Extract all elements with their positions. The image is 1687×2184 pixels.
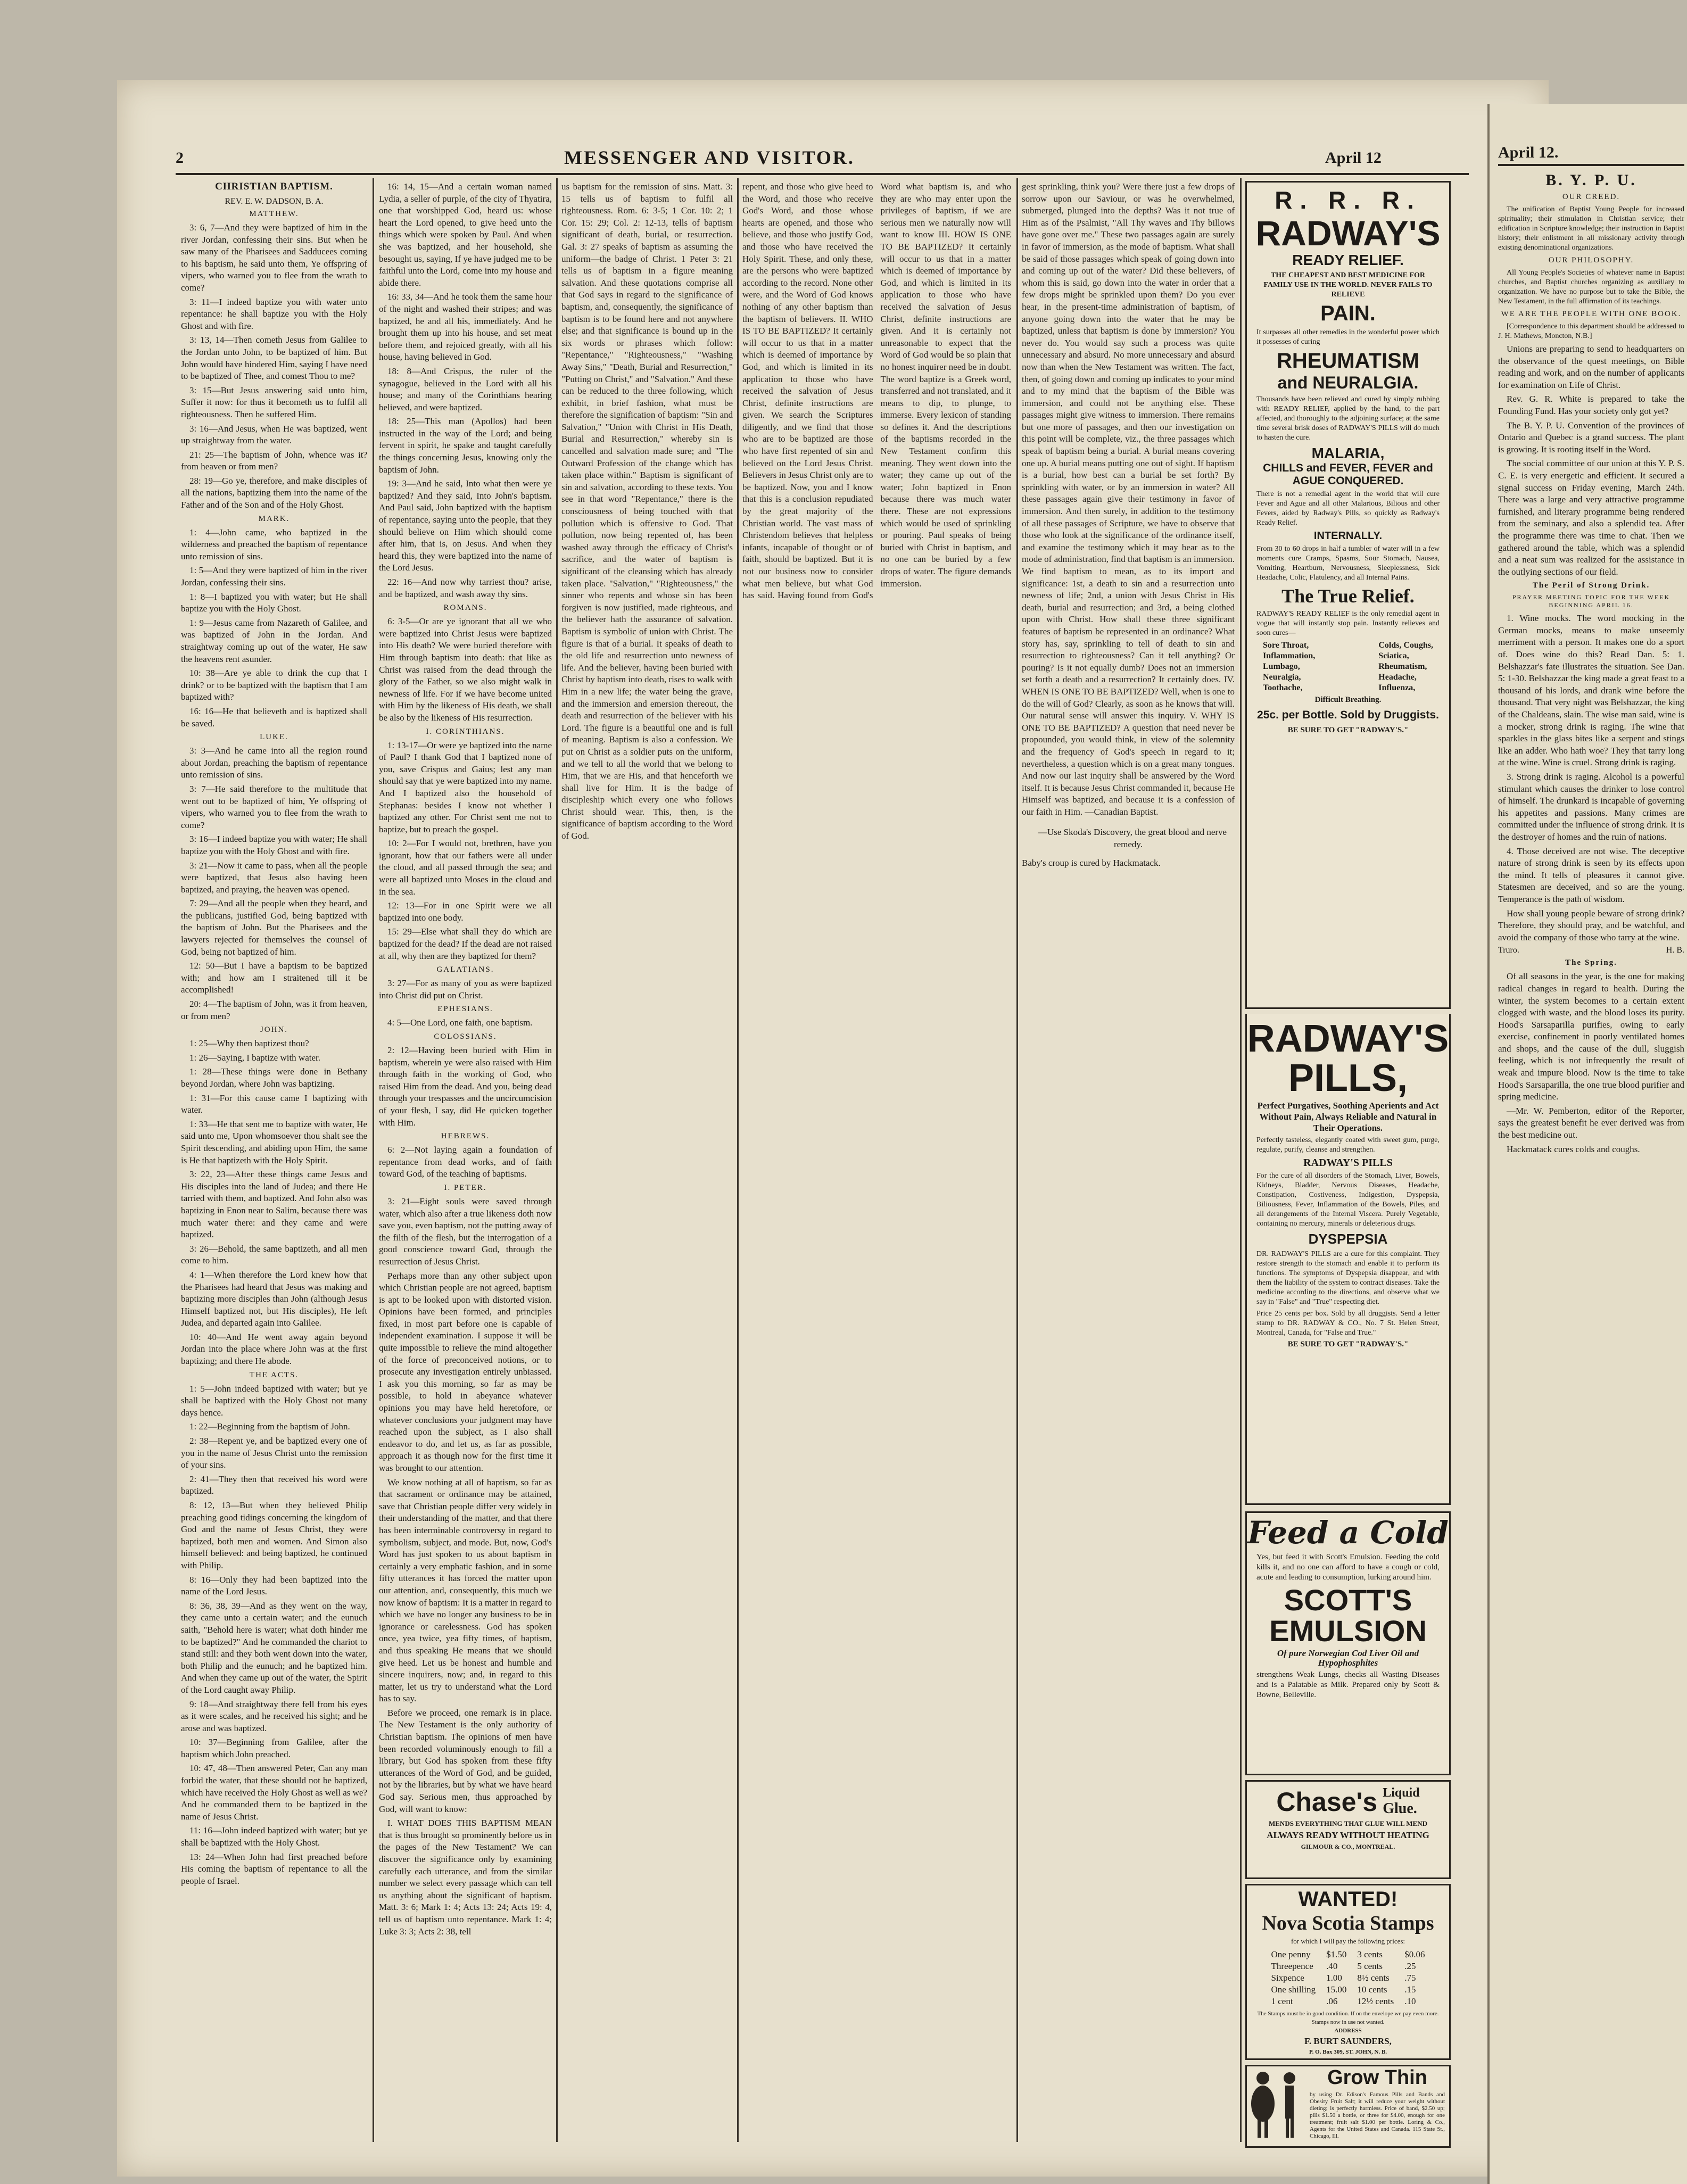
scripture-passage: 10: 2—For I would not, brethren, have you ignorant, how that our fathers were all under the cloud, and all passed through the sea; and were all baptized unto Moses in the cloud and in the sea.	[379, 838, 552, 897]
stamp-price: 15.00	[1326, 1984, 1347, 1995]
ad-intro: for which I will pay the following prices:	[1291, 1937, 1405, 1945]
article-paragraph: Hackmatack cures colds and coughs.	[1507, 1144, 1640, 1154]
ad-tagline: THE CHEAPEST AND BEST MEDICINE FOR FAMILY USE IN THE WORLD. NEVER FAILS TO RELIEVE	[1263, 271, 1433, 299]
scripture-passage: 11: 16—John indeed baptized with water; but ye shall be baptized with the Holy Ghost.	[181, 1825, 367, 1848]
scripture-passage: 3: 15—But Jesus answering said unto him, Suffer it now: for thus it becometh us to fulfil all righteousness. Then he suffered Him.	[181, 385, 367, 419]
section-heading: I. CORINTHIANS.	[426, 727, 505, 736]
scripture-passage: 21: 25—The baptism of John, whence was it? from heaven or from men?	[181, 449, 367, 472]
stamp-denomination: Sixpence	[1271, 1973, 1304, 1983]
stamp-price-row	[1266, 1972, 1430, 1984]
article-paragraph: 3. Strong drink is raging. Alcohol is a powerful stimulant which causes the drinker to lose control of himself. The drunkard is incapable of governing his appetites and passions. Many crimes are committed under the influence of strong drink. It is the destroyer of homes and the ruin of nations.	[1498, 772, 1684, 842]
ad-internally: INTERNALLY.	[1313, 530, 1383, 542]
scripture-passage: 10: 40—And He went away again beyond Jordan into the place where John was at the first baptizing; and there He abode.	[181, 1331, 367, 1367]
ad-desc: Of pure Norwegian Cod Liver Oil and Hypophosphites	[1277, 1648, 1419, 1668]
scripture-passage: 10: 38—Are ye able to drink the cup that I drink? or to be baptized with the baptism that I am baptized with?	[181, 668, 367, 702]
scripture-passage: 10: 37—Beginning from Galilee, after the baptism which John preached.	[181, 1737, 367, 1759]
scripture-passage: 3: 16—I indeed baptize you with water; He shall baptize you with the Holy Ghost and with fire.	[181, 834, 367, 856]
article-paragraph: I. WHAT DOES THIS BAPTISM MEAN that is thus brought so prominently before us in the pages of the New Testament? We can discover the significance only by examining carefully each utterance, and from the similar number we select every passage which can tell us anything about the significant of baptism. Matt. 3: 6; Mark 1: 4; Acts 13: 24; Acts 19: 4, tell us of baptism unto repentance. Mark 1: 4; Luke 3: 3; Acts 2: 38, tell	[379, 1818, 552, 1937]
ad-glue: Glue.	[1383, 1800, 1417, 1817]
article-column-5	[1022, 181, 1235, 2145]
scripture-passage: 1: 5—John indeed baptized with water; but ye shall be baptized with the Holy Ghost not many days hence.	[181, 1383, 367, 1418]
article-paragraph: The social committee of our union at this Y. P. S. C. E. is very energetic and efficient. It secured a signal success on Friday evening, March 24th. There was a large and very attractive programme furnished, and literary programme being rendered from the seminary, and also a splendid tea. After the programme there was time to chat. Then we gathered around the table, which was a splendid and a neat sum was realized for the assistance in the outlying sections of our field.	[1498, 458, 1684, 577]
figures-illustration-icon	[1247, 2066, 1305, 2141]
scripture-passage: 1: 9—Jesus came from Nazareth of Galilee, and was baptized of John in the Jordan. And straightway coming up out of the water, He saw the heavens rent asunder.	[181, 617, 367, 664]
ad-subtitle: READY RELIEF.	[1292, 252, 1404, 268]
stamp-denomination: 8½ cents	[1357, 1973, 1390, 1983]
ad-ailments-last: Difficult Breathing.	[1314, 696, 1382, 704]
ad-text: It surpasses all other remedies in the wonderful power which it possesses of curing	[1256, 328, 1440, 346]
ad-liquid: Liquid	[1383, 1786, 1420, 1800]
ad-emulsion: EMULSION	[1269, 1614, 1427, 1648]
scripture-passage: 3: 13, 14—Then cometh Jesus from Galilee to the Jordan unto John, to be baptized of him. But John would have hindered Him, saying I have need to be baptized of Thee, and comest Thou to me?	[181, 335, 367, 382]
scripture-passage: 2: 12—Having been buried with Him in baptism, wherein ye were also raised with Him through faith in the working of God, who raised Him from the dead. And you, being dead through your trespasses and the uncircumcision of your flesh, I say, did He quicken together with Him.	[379, 1045, 552, 1128]
facing-page-column	[1498, 144, 1684, 2177]
article-paragraph: How shall young people beware of strong drink? Therefore, they should pray, and be watchful, and avoid the company of those who tarry at the wine.	[1498, 908, 1684, 942]
scripture-passage: 3: 21—Eight souls were saved through water, which also after a true likeness doth now save you, even baptism, not the putting away of the filth of the flesh, but the interrogation of a good conscience toward God, through the resurrection of Jesus Christ.	[379, 1196, 552, 1267]
ad-price: 25c. per Bottle. Sold by Druggists.	[1257, 709, 1439, 721]
ad-true-relief: The True Relief.	[1281, 585, 1415, 607]
ad-address-label: ADDRESS	[1334, 2028, 1362, 2034]
scripture-passage: 3: 27—For as many of you as were baptized into Christ did put on Christ.	[379, 978, 552, 1000]
radway-ready-relief-ad	[1245, 181, 1451, 1009]
grow-thin-ad	[1245, 2065, 1451, 2148]
stamp-price-row	[1266, 1960, 1430, 1972]
scripture-passage: 12: 50—But I have a baptism to be baptized with; and how am I straitened till it be accomplished!	[181, 961, 367, 995]
section-heading: The Spring.	[1565, 958, 1617, 967]
stamp-denomination: 1 cent	[1271, 1996, 1293, 2006]
header-rule	[176, 173, 1469, 175]
scripture-passage: 8: 16—Only they had been baptized into the name of the Lord Jesus.	[181, 1574, 367, 1597]
section-heading: JOHN.	[260, 1025, 288, 1035]
article-text: gest sprinkling, think you? Were there just a few drops of sorrow upon our Saviour, or was he overwhelmed, submerged, plunged into the depths? Was it not true of Him as of the Psalmist, "All Thy waves and Thy billows have gone over me." These two passages again are surely in favor of immersion, as the mode of baptism. What shall be said of those passages which speak of going down into and coming up out of the water? Did these believers, of whom this is said, go down into the water in order that a few drops might be sprinkled upon them? Do you ever hear, in the present-time administration of baptism, of anyone going down into the water that he may be baptized, unless that baptism is done by immersion? You never do. You would say such a process was quite unnecessary and absurd. No more unnecessary and absurd now than when the New Testament was written. The fact, then, of going down and coming up indicates to your mind and to my mind that the baptism of the Bible was immersion, and could not be anything else. These passages might give witness to immersion. There remains but one more of passages, and then our investigation on this point will be complete, viz., the three passages which speak of baptism being a burial. A burial means covering one up. A burial means putting one out of sight. If baptism is a burial, how best can a burial be set forth? By sprinkling with water, or by an immersion in water? All these passages again give their testimony in favor of immersion. And then surely, in addition to the testimony of all these passages of Scripture, we have to observe that those who look at the significance of the ordinance itself, and examine the testimony which it may bear as to the mode of administration, find that baptism is an immersion. We find baptism to mean, as to its import and significance: 1st, a death to sin and a resurrection unto newness of life; 2nd, a union with Jesus Christ in His death, burial and resurrection; and 3rd, a being clothed upon with Christ. How shall these three significant features of baptism be represented in an ordinance? What story has, say, sprinkling to tell of death to sin and resurrection to righteousness? Can it tell anything? Or pouring? Is it not equally dumb? Does not an immersion set forth a death and a resurrection? It certainly does. IV. WHEN IS ONE TO BE BAPTIZED? Well, when is one to do the will of God? Clearly, as soon as he knows that will. Our natural sense will answer this inquiry. V. WHY IS ONE TO BE BAPTIZED? A question that need never be propounded, you would think, in view of the solemnity and the frequency of God's speech in regard to it; nevertheless, a question which is on a great many tongues. And now our last inquiry shall be answered by the Word itself. It is because Jesus Christ commanded it, because He Himself was baptized, and because it is a confession of our faith in Him. —Canadian Baptist.	[1022, 181, 1235, 817]
scripture-passage: 8: 36, 38, 39—And as they went on the way, they came unto a certain water; and the eunuch saith, "Behold here is water; what doth hinder me to be baptized?" And he commanded the chariot to stand still: and they both went down into the water, both Philip and the eunuch; and he baptized him. And when they came up out of the water, the Spirit of the Lord caught away Philip.	[181, 1600, 367, 1695]
scripture-passage: 1: 8—I baptized you with water; but He shall baptize you with the Holy Ghost.	[181, 591, 367, 614]
stamp-price: .75	[1404, 1973, 1416, 1983]
radway-pills-ad	[1245, 1014, 1451, 1505]
scripture-passage: 4: 1—When therefore the Lord knew how that the Pharisees had heard that Jesus was making and baptizing more disciples than John (although Jesus Himself baptized not, but His disciples), He left Judea, and departed again into Galilee.	[181, 1269, 367, 1328]
scripture-passage: 4: 5—One Lord, one faith, one baptism.	[387, 1017, 533, 1028]
article-paragraph: Of all seasons in the year, is the one for making radical changes in regard to health. During the winter, the system becomes to a certain extent clogged with waste, and the blood loses its purity. Hood's Sarsaparilla purifies, owing to early exercise, confinement in poorly ventilated homes and shops, and the cause of the dull, sluggish feeling, which is not infrequently the result of weak and impure blood. Now is the time to take Hood's Sarsaparilla, the one true blood purifier and spring medicine.	[1498, 971, 1684, 1102]
scripture-passage: 18: 8—And Crispus, the ruler of the synagogue, believed in the Lord with all his house; and many of the Corinthians hearing believed, and were baptized.	[379, 366, 552, 412]
article-column-3	[561, 181, 733, 2145]
ad-ailments-left: Sore Throat, Inflammation, Lumbago, Neuralgia, Toothache,	[1263, 641, 1316, 692]
stamp-denomination: Threepence	[1271, 1961, 1313, 1971]
ad-text: Yes, but feed it with Scott's Emulsion. Feeding the cold kills it, and no one can afford to have a cough or cold, acute and leading to consumption, lurking around him.	[1256, 1553, 1440, 1582]
article-paragraph: Unions are preparing to send to headquarters on the observance of the quest meetings, on Bible reading and work, and on the number of applicants for examination on Life of Christ.	[1498, 344, 1684, 390]
scripture-passage: 13: 24—When John had first preached before His coming the baptism of repentance to all the people of Israel.	[181, 1851, 367, 1886]
advert-note: Baby's croup is cured by Hackmatack.	[1022, 857, 1161, 868]
scripture-passage: 3: 3—And he came into all the region round about Jordan, preaching the baptism of repentance unto remission of sins.	[181, 746, 367, 780]
article-paragraph: The unification of Baptist Young People for increased spirituality; their stimulation in Christian service; their edification in Scripture knowledge; their instruction in Baptist history; their enlistment in all missionary activity through existing denominational organizations.	[1498, 205, 1684, 252]
nova-scotia-stamps-ad	[1245, 1884, 1451, 2060]
scripture-passage: 1: 13-17—Or were ye baptized into the name of Paul? I thank God that I baptized none of you, save Crispus and Gaius; lest any man should say that ye were baptized into my name. And I baptized also the household of Stephanas: besides I know not whether I baptized any other. For Christ sent me not to baptize, but to preach the gospel.	[379, 740, 552, 834]
section-heading: LUKE.	[260, 733, 288, 742]
scripture-passage: 3: 6, 7—And they were baptized of him in the river Jordan, confessing their sins. But when he saw many of the Pharisees and Sadducees coming to his baptism, he said unto them, Ye offspring of vipers, who warned you to flee from the wrath to come?	[181, 222, 367, 293]
column-divider	[373, 178, 374, 2142]
ad-pain: PAIN.	[1320, 302, 1376, 325]
article-column-2	[379, 181, 552, 2145]
scotts-emulsion-ad	[1245, 1511, 1451, 1775]
ad-malaria: MALARIA,	[1311, 445, 1385, 461]
chases-glue-ad	[1245, 1780, 1451, 1879]
article-paragraph: [Correspondence to this department should be addressed to J. H. Mathews, Moncton, N.B.]	[1498, 322, 1684, 340]
scripture-passage: 15: 29—Else what shall they do which are baptized for the dead? If the dead are not raised at all, why then are they baptized for them?	[379, 926, 552, 961]
scripture-passage: 1: 4—John came, who baptized in the wilderness and preached the baptism of repentance unto remission of sins.	[181, 527, 367, 561]
scripture-passage: 16: 14, 15—And a certain woman named Lydia, a seller of purple, of the city of Thyatira, one that worshipped God, heard us: whose heart the Lord opened, to give heed unto the things which were spoken by Paul. And when she was baptized, and her household, she besought us, saying, If ye have judged me to be faithful unto the Lord, come into my house and abide there.	[379, 181, 552, 288]
scripture-passage: 1: 31—For this cause came I baptizing with water.	[181, 1093, 367, 1115]
scripture-passage: 18: 25—This man (Apollos) had been instructed in the way of the Lord; and being fervent in spirit, he spake and taught carefully the things concerning Jesus, knowing only the baptism of John.	[379, 416, 552, 475]
scripture-passage: 6: 3-5—Or are ye ignorant that all we who were baptized into Christ Jesus were baptized into His death? We were buried therefore with Him through baptism into death: that like as Christ was raised from the dead through the glory of the Father, so we also might walk in newness of life. For if we have become united with Him by the likeness of His death, we shall be also by the likeness of His resurrection.	[379, 616, 552, 723]
stamp-price-row	[1266, 1996, 1430, 2007]
article-column-4	[742, 181, 1011, 2145]
ad-text: strengthens Weak Lungs, checks all Wasting Diseases and is a Palatable as Milk. Prepared only by Scott & Bowne, Belleville.	[1256, 1670, 1440, 1699]
ad-rrr: R. R. R.	[1275, 186, 1421, 214]
ad-line: GILMOUR & CO., MONTREAL.	[1301, 1843, 1395, 1850]
column-divider	[556, 178, 558, 2142]
issue-date: April 12	[1325, 149, 1382, 167]
ad-be-sure: BE SURE TO GET "RADWAY'S."	[1287, 1340, 1409, 1349]
scripture-passage: 6: 2—Not laying again a foundation of repentance from dead works, and of faith toward God, of the teaching of baptisms.	[379, 1145, 552, 1179]
stamp-price-row	[1266, 1949, 1430, 1960]
section-heading: GALATIANS.	[436, 965, 494, 974]
ad-dealer-name: F. BURT SAUNDERS,	[1304, 2036, 1392, 2046]
section-heading: PRAYER MEETING TOPIC FOR THE WEEK BEGINNING APRIL 16.	[1512, 593, 1671, 609]
scripture-passage: 8: 12, 13—But when they believed Philip preaching good tidings concerning the kingdom of God and the name of Jesus Christ, they were baptized, both men and women. And Simon also himself believed: and being baptized, he continued with Philip.	[181, 1500, 367, 1570]
advert-note: —Use Skoda's Discovery, the great blood and nerve remedy.	[1038, 827, 1227, 850]
scripture-passage: 3: 22, 23—After these things came Jesus and His disciples into the land of Judea; and there He tarried with them, and baptized. And John also was baptizing in Enon near to Salim, because there was much water there: and they came and were baptized.	[181, 1169, 367, 1240]
section-heading: THE ACTS.	[249, 1370, 299, 1379]
scripture-passage: 2: 41—They then that received his word were baptized.	[181, 1474, 367, 1496]
scripture-passage: 1: 25—Why then baptizest thou?	[189, 1038, 309, 1049]
section-heading: ROMANS.	[443, 603, 487, 613]
column-divider	[1016, 178, 1018, 2142]
ad-text: RADWAY'S READY RELIEF is the only remedial agent in vogue that will instantly stop pain. Instantly relieves and soon cures—	[1256, 610, 1440, 637]
stamp-price: .06	[1326, 1996, 1338, 2006]
section-heading: MATTHEW.	[249, 210, 299, 218]
scripture-passage: 1: 28—These things were done in Bethany beyond Jordan, where John was baptizing.	[181, 1066, 367, 1089]
section-heading: OUR CREED.	[1562, 193, 1620, 201]
stamp-denomination: 12½ cents	[1357, 1996, 1394, 2006]
section-heading: MARK.	[258, 514, 290, 523]
section-heading: OUR PHILOSOPHY.	[1548, 256, 1634, 264]
signoff-name: H. B.	[1666, 946, 1684, 955]
scripture-passage: 16: 33, 34—And he took them the same hour of the night and washed their stripes; and was baptized, he and all his, immediately. And he brought them up into his house, and set meat before them, and rejoiced greatly, with all his house, having believed in God.	[379, 292, 552, 362]
ad-chills: CHILLS and FEVER, FEVER and AGUE CONQUERED.	[1263, 462, 1433, 487]
scripture-passage: 3: 26—Behold, the same baptizeth, and all men come to him.	[181, 1243, 367, 1266]
scripture-passage: 1: 33—He that sent me to baptize with water, He said unto me, Upon whomsoever thou shalt see the Spirit descending, and abiding upon Him, the same is He that baptizeth with the Holy Spirit.	[181, 1119, 367, 1165]
page-number: 2	[176, 149, 184, 167]
ad-text: From 30 to 60 drops in half a tumbler of water will in a few moments cure Cramps, Spasms, Sour Stomach, Nausea, Vomiting, Heartburn, Nervousness, Sleeplessness, Sick Headache, Colic, Flatulency, and all Internal Pains.	[1256, 545, 1440, 582]
section-heading: HEBREWS.	[441, 1132, 490, 1141]
scripture-passage: 2: 38—Repent ye, and be baptized every one of you in the name of Jesus Christ unto the remission of your sins.	[181, 1436, 367, 1470]
article-paragraph: The B. Y. P. U. Convention of the provinces of Ontario and Quebec is a grand success. The plant is growing. It is rooting itself in the Word.	[1498, 420, 1684, 454]
scripture-passage: 28: 19—Go ye, therefore, and make disciples of all the nations, baptizing them into the name of the Father and of the Son and of the Holy Ghost.	[181, 475, 367, 510]
ad-text: Thousands have been relieved and cured by simply rubbing with READY RELIEF, applied by the hand, to the part affected, and thoroughly to the adjoining surface; at the same time several brisk doses of RADWAY'S PILLS will do much to hasten the cure.	[1256, 395, 1440, 442]
section-heading: The Peril of Strong Drink.	[1532, 581, 1650, 590]
ad-text: For the cure of all disorders of the Stomach, Liver, Bowels, Kidneys, Bladder, Nervous Diseases, Headache, Constipation, Costiveness, Indigestion, Dyspepsia, Biliousness, Fever, Inflammation of the Bowels, Piles, and all derangements of the Internal Viscera. Purely Vegetable, containing no mercury, minerals or deleterious drugs.	[1256, 1172, 1440, 1228]
scripture-passage: 1: 22—Beginning from the baptism of John.	[189, 1421, 350, 1432]
ad-dealer-box: P. O. Box 309, ST. JOHN, N. B.	[1309, 2049, 1387, 2055]
ad-subtitle: Perfect Purgatives, Soothing Aperients and Act Without Pain, Always Reliable and Natural in Their Operations.	[1257, 1101, 1439, 1133]
ad-brand: RADWAY'S	[1255, 213, 1441, 253]
stamp-denomination: One shilling	[1271, 1984, 1316, 1995]
stamp-price: .40	[1326, 1961, 1338, 1971]
ad-rheumatism: RHEUMATISM	[1276, 349, 1420, 373]
ad-brand: RADWAY'S	[1247, 1017, 1449, 1060]
ad-feed-a-cold: Feed a Cold	[1247, 1515, 1449, 1551]
newspaper-title: MESSENGER AND VISITOR.	[564, 147, 855, 168]
ad-be-sure: BE SURE TO GET "RADWAY'S."	[1287, 726, 1409, 734]
scripture-passage: 20: 4—The baptism of John, was it from heaven, or from men?	[181, 999, 367, 1021]
ad-text: DR. RADWAY'S PILLS are a cure for this complaint. They restore strength to the stomach and enable it to perform its functions. The symptoms of Dyspepsia disappear, and with them the liability of the system to contract diseases. Take the medicine according to the directions, and observe what we say in "False" and "True" respecting diet.	[1256, 1250, 1440, 1306]
stamp-denomination: 10 cents	[1357, 1984, 1387, 1995]
scripture-passage: 9: 18—And straightway there fell from his eyes as it were scales, and he received his sight; and he arose and was baptized.	[181, 1699, 367, 1733]
scripture-passage: 22: 16—And now why tarriest thou? arise, and be baptized, and wash away thy sins.	[379, 577, 552, 599]
stamp-price: $0.06	[1404, 1949, 1425, 1959]
article-paragraph: —Mr. W. Pemberton, editor of the Reporter, says the greatest benefit he ever derived was from the best medicine out.	[1498, 1105, 1684, 1140]
scripture-passage: 3: 16—And Jesus, when He was baptized, went up straightway from the water.	[181, 423, 367, 446]
scripture-passage: 12: 13—For in one Spirit were we all baptized into one body.	[379, 900, 552, 923]
scripture-passage: 1: 5—And they were baptized of him in the river Jordan, confessing their sins.	[181, 565, 367, 588]
ad-text: Price 25 cents per box. Sold by all druggists. Send a letter stamp to DR. RADWAY & CO., No. 7 St. Helen Street, Montreal, Canada, for "False and True."	[1256, 1310, 1440, 1337]
facing-page-date: April 12.	[1498, 144, 1559, 161]
column-divider	[1240, 178, 1242, 2142]
section-heading: EPHESIANS.	[437, 1005, 493, 1014]
article-paragraph: Perhaps more than any other subject upon which Christian people are not agreed, baptism is apt to be looked upon with distorted vision. Opinions have been formed, and principles fixed, in most part before one is capable of independent examination. I suppose it will be quite impossible to relieve the mind altogether of the force of preconceived notions, or to prosecute any investigation entirely unbiassed. I ask you this morning, so far as may be possible, to hold in abeyance whatever opinions you may have held heretofore, or whatever conclusions your judgment may have reached upon the subject, as I also shall endeavor to do, and let us, as far as possible, approach it as though now for the first time it was brought to our attention.	[379, 1270, 552, 1473]
scripture-passage: 3: 11—I indeed baptize you with water unto repentance: he shall baptize you with the Holy Ghost and with fire.	[181, 296, 367, 331]
section-heading: I. PETER.	[444, 1183, 487, 1192]
scripture-passage: 7: 29—And all the people when they heard, and the publicans, justified God, being baptized with the baptism of John. But the Pharisees and the lawyers rejected for themselves the counsel of God, being not baptized of him.	[181, 898, 367, 957]
ad-grow-thin: Grow Thin	[1327, 2066, 1427, 2089]
column-divider	[737, 178, 739, 2142]
stamp-denomination: 5 cents	[1357, 1961, 1383, 1971]
scripture-passage: 16: 16—He that believeth and is baptized shall be saved.	[181, 706, 367, 729]
article-column-1	[181, 181, 367, 2145]
ad-chases: Chase's	[1276, 1786, 1378, 1817]
ad-ailments-right: Colds, Coughs, Sciatica, Rheumatism, Headache, Influenza,	[1378, 641, 1433, 692]
stamp-price: .15	[1404, 1984, 1416, 1995]
section-heading: WE ARE THE PEOPLE WITH ONE BOOK.	[1501, 310, 1682, 318]
article-paragraph: 1. Wine mocks. The word mocking in the German mocks, means to make unseemly merriment with a person. It makes one do a sport of. Does wine do this? Read Dan. 5: 1. Belshazzar's fate illustrates the situation. See Dan. 5: 1-30. Belshazzar the king made a great feast to a thousand of his lords, and drank wine before the thousand. That very night was Belshazzar, the king of the Chaldeans, slain. The wise man said, wine is a mocker, strong drink is raging. The wine that sparkles in the glass bites like a serpent and stings like an adder. Who hath woe? They that tarry long at the wine. Wine is cruel. Strong drink is raging.	[1498, 613, 1684, 768]
ad-wanted: WANTED!	[1298, 1888, 1398, 1911]
ad-text: Perfectly tasteless, elegantly coated with sweet gum, purge, regulate, purify, cleanse and strengthen.	[1256, 1136, 1440, 1154]
stamp-price: $1.50	[1326, 1949, 1347, 1959]
ad-note: The Stamps must be in good condition. If on the envelope we pay even more.	[1257, 2011, 1439, 2017]
ad-dyspepsia: DYSPEPSIA	[1308, 1231, 1388, 1247]
signoff-place: Truro.	[1498, 946, 1519, 955]
bypu-header: B. Y. P. U.	[1545, 171, 1637, 189]
article-title: CHRISTIAN BAPTISM.	[215, 181, 333, 192]
article-text: us baptism for the remission of sins. Matt. 3: 15 tells us of baptism to fulfil all righteousness. Rom. 6: 3-5; 1 Cor. 10: 2; 1 Cor. 15: 29; Col. 2: 12-13, tells of baptism significant of death, burial, or resurrection. Gal. 3: 27 speaks of baptism as assuming the uniform—the badge of Christ. 1 Peter 3: 21 tells us of baptism in a figure meaning salvation. And these quotations comprise all that God says in regard to the significance of baptism, and, consequently, the significance of baptism is to be found here and not anywhere else; and that significance is bound up in the six words or phrases which follow: "Repentance," "Righteousness," "Washing Away Sins," "Death, Burial and Resurrection," "Putting on Christ," and "Salvation." And these can be reduced to the three following, which exhibit, in brief fashion, what must be therefore the signification of baptism: "Sin and Salvation," "Union with Christ in His Death, Burial and Resurrection," whereby sin is cancelled and salvation made sure; and "The Outward Profession of the change which has taken place within." Baptism is significant of sin and salvation, according to these texts. You see in that word "Repentance," there is the consciousness of being touched with that pollution which is offensive to God. That pollution, now being repented of, has been washed away through the efficacy of Christ's sacrifice, and the water of baptism is significant of the cleansing which has already taken place. "Salvation," "Righteousness," the sinner who repents and whose sin has been forgiven is now justified, made righteous, and the believer hath the assurance of salvation. Baptism is symbolic of union with Christ. The figure is that of a burial. It speaks of death to the old life and resurrection unto newness of life. And the believer, having been buried with Christ by baptism into death, rises to walk with Him in a new life; the water being the grave, and the immersion and emersion thereout, the death and resurrection of the believer with his Lord. The figure is a beautiful one and is full of meaning. Baptism is also a confession. We put on Christ as a soldier puts on the uniform, and we tell to all the world that we belong to Him, that we are His, and that henceforth we shall live for Him. It is the badge of discipleship which every one who follows Christ should wear. This, then, is the significance of baptism according to the Word of God.	[561, 181, 733, 841]
article-paragraph: We know nothing at all of baptism, so far as that sacrament or ordinance may be attained, save that Christian people differ very widely in their understanding of the matter, and that there has been interminable controversy in regard to symbolism, subject, and mode. But, now, God's Word has just spoken to us about baptism in certainly a very emphatic fashion, and in some fifty utterances it has forced the matter upon our attention, and, consequently, this much we now know of baptism: It is a matter in regard to which we have no longer any business to be in ignorance or carelessness. God has spoken once, yea twice, yea fifty times, of baptism, and thus speaking He means that we should give heed. Let us be honest and humble and sincere inquirers, now; and, in regard to this matter, let us try to understand what the Lord has to say.	[379, 1477, 552, 1704]
ad-line: ALWAYS READY WITHOUT HEATING	[1267, 1830, 1429, 1840]
ad-stamps-title: Nova Scotia Stamps	[1262, 1912, 1434, 1934]
ad-headline: RADWAY'S PILLS	[1303, 1157, 1393, 1169]
stamp-price: 1.00	[1326, 1973, 1342, 1983]
article-paragraph: 4. Those deceived are not wise. The deceptive nature of strong drink is seen by its effects upon the mind. It tells of pleasures it cannot give. Statesmen are deceived, and so are the young. Temperance is the path of wisdom.	[1498, 846, 1684, 904]
ad-text: There is not a remedial agent in the world that will cure Fever and Ague and all other Malarious, Bilious and other Fevers, aided by Radway's Pills, so quickly as Radway's Ready Relief.	[1256, 490, 1440, 527]
ad-scotts: SCOTT'S	[1284, 1583, 1412, 1617]
stamp-price: .10	[1404, 1996, 1416, 2006]
scripture-passage: 3: 21—Now it came to pass, when all the people were baptized, that Jesus also having been baptized, and praying, the heaven was opened.	[181, 860, 367, 895]
stamp-denomination: One penny	[1271, 1949, 1311, 1959]
section-heading: COLOSSIANS.	[434, 1032, 497, 1041]
ad-text: by using Dr. Edison's Famous Pills and Bands and Obesity Fruit Salt; it will reduce your weight without dieting; is perfectly harmless. Price of band, $2.50 up; pills $1.50 a bottle, or three for $4.00, enough for one treatment; fruit salt $1.00 per bottle. Loring & Co., Agents for the United States and Canada. 115 State St., Chicago, Ill.	[1310, 2091, 1445, 2139]
scripture-passage: 1: 26—Saying, I baptize with water.	[189, 1052, 320, 1063]
scripture-passage: 19: 3—And he said, Into what then were ye baptized? And they said, Into John's baptism. And Paul said, John baptized with the baptism of repentance, saying unto the people, that they should believe on Him which should come after him, that is, on Jesus. And when they heard this, they were baptized into the name of the Lord Jesus.	[379, 478, 552, 573]
article-paragraph: All Young People's Societies of whatever name in Baptist churches, and Baptist churches organizing as auxiliary to organization. We have no purpose but to take the Bible, the New Testament, in the full affirmation of its teachings.	[1498, 269, 1684, 305]
ad-note: Stamps now in use not wanted.	[1311, 2019, 1385, 2025]
stamp-price: .25	[1404, 1961, 1416, 1971]
article-paragraph: Rev. G. R. White is prepared to take the Founding Fund. Has your society only got yet?	[1498, 394, 1684, 416]
stamp-price-row	[1266, 1984, 1430, 1996]
article-text: repent, and those who give heed to the Word, and those who receive God's Word, and those whose hearts are opened, and those who believe, and those who justify God, and those who have received the Holy Spirit. These, and only these, are the persons who were baptized according to the record. None other were, and the Word of God knows nothing of any other baptism than the baptism of believers. II. WHO IS TO BE BAPTIZED? It certainly will occur to us that in a matter which is deemed of importance by God, and which is limited in its application to those who have received the salvation of Jesus Christ, definite instructions are given. We search the Scriptures diligently, and we find that those who are to be baptized are those who have first repented of sin and believed on the Lord Jesus Christ. Believers in Jesus Christ only are to be baptized. Now, you and I know that this is a conclusion repudiated by the great majority of the Christian world. The vast mass of Christendom believes that helpless infants, incapable of thought or of faith, should be baptized. But it is not our business now to consider what men believe, but what God has said. Having found from God's Word what baptism is, and who they are who may enter upon the privileges of baptism, if we are serious men we naturally now will want to know III. HOW IS ONE TO BE BAPTIZED? It certainly will occur to us that in a matter which is deemed of importance by God, and which is limited in its application to those who have received the salvation of Jesus Christ, definite instructions are given. And it is certainly not unreasonable to expect that the Word of God would be so plain that no honest inquirer need be in doubt. The word baptize is a Greek word, transferred and not translated, and it means to dip, to plunge, to immerse. Every lexicon of standing so defines it. And the descriptions of the baptisms recorded in the New Testament confirm this meaning. They went down into the water; they came up out of the water; John baptized in Enon because there was much water there. These are not expressions which would be used of sprinkling or pouring. Paul speaks of being buried with Christ in baptism, and no one can be buried by a few drops of water. The figure demands immersion.	[742, 181, 1011, 601]
scripture-passage: 10: 47, 48—Then answered Peter, Can any man forbid the water, that these should not be baptized, which have received the Holy Ghost as well as we? And he commanded them to be baptized in the name of Jesus Christ.	[181, 1763, 367, 1822]
ad-neuralgia: and NEURALGIA.	[1277, 373, 1419, 392]
ad-line: MENDS EVERYTHING THAT GLUE WILL MEND	[1268, 1819, 1427, 1827]
article-byline: REV. E. W. DADSON, B. A.	[225, 197, 324, 206]
ad-pills: PILLS,	[1288, 1057, 1408, 1099]
stamp-price-table	[1266, 1949, 1430, 2007]
scripture-passage: 3: 7—He said therefore to the multitude that went out to be baptized of him, Ye offspring of vipers, who warned you to flee from the wrath to come?	[181, 783, 367, 830]
article-paragraph: Before we proceed, one remark is in place. The New Testament is the only authority of Christian baptism. The opinions of men have been recorded voluminously enough to fill a library, but God has spoken from these fifty utterances of the Word of God, and be guided, not by the libraries, but by what we have heard God say. Serious men, thus approached by God, will want to know:	[379, 1707, 552, 1814]
stamp-denomination: 3 cents	[1357, 1949, 1383, 1959]
